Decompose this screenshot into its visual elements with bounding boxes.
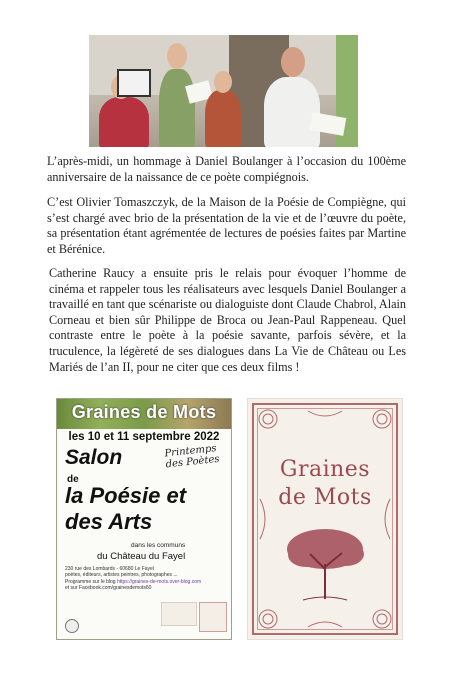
tree-illustration: [248, 399, 402, 639]
person-left: [99, 97, 149, 147]
paragraph-cinema: Catherine Raucy a ensuite pris le relais pour évoquer l’homme de cinéma et rappeler tous les réalisateurs avec lesquels Daniel Boulanger a travaillé en tant que scénariste ou dialoguiste dont Claude Chabrol, Alain Corneau et bien sûr Philippe de Broca ou Jean-Paul Rappeneau. Quel contraste entre le poète à la poésie savante, parfois sévère, et la truculence, la légèreté de ses dialogues dans La Vie de Château ou Les Mariés de l’an II, pour ne citer que ces deux films !: [49, 266, 406, 374]
paragraph-hommage: L’après-midi, un hommage à Daniel Boulanger à l’occasion du 100ème anniversaire de la naissance de ce poète compiégnois.: [47, 154, 406, 184]
poster-details: [65, 566, 223, 592]
person-woman-floral-head: [214, 71, 232, 93]
poster-chateau: du Château du Fayel: [97, 551, 186, 562]
card-title-line1: Graines: [279, 457, 371, 482]
poster-printemps-logo: Printemps des Poètes: [164, 443, 221, 471]
person-center: [159, 69, 195, 147]
poster-participants: poètes, éditeurs, artistes peintres, photographes ...: [65, 572, 178, 579]
poster-sponsor-logo: [65, 619, 79, 633]
person-woman-floral: [205, 90, 241, 147]
poster-facebook: et sur Facebook.com/grainesdemots60: [65, 585, 152, 592]
poster-programme: Programme sur le blog: [65, 578, 116, 585]
poster-communs: dans les communs: [131, 542, 186, 549]
poster-salon: Salon: [65, 446, 123, 469]
poster-poesie: la Poésie et: [65, 483, 187, 508]
paragraph-presentation: C’est Olivier Tomaszczyk, de la Maison de la Poésie de Compiègne, qui s’est chargé avec brio de la présentation de la vie et de l’œuvre du poète, sa présentation étant agrémentée de lectures de poésies faites par Martine et Bérénice.: [47, 195, 406, 256]
event-photo: [89, 35, 358, 147]
poster-de: de: [67, 474, 79, 485]
held-portrait: [117, 69, 151, 97]
person-right-head: [281, 47, 305, 77]
person-right: [264, 77, 320, 147]
poster-contact-box: [161, 602, 197, 626]
poster-blog-link: https://graines-de-mots.over-blog.com: [116, 578, 202, 585]
poster-banner-title: Graines de Mots: [71, 402, 217, 422]
person-center-head: [167, 43, 187, 69]
card-title-line2: de Mots: [278, 485, 372, 510]
poster-mini-logo: [199, 602, 227, 632]
salon-poster: [56, 398, 232, 640]
poster-arts: des Arts: [65, 509, 153, 534]
graines-de-mots-card: [247, 398, 403, 640]
poster-dates: les 10 et 11 septembre 2022: [68, 431, 220, 443]
poster-address: 230 rue des Lombards - 60680 Le Fayel: [65, 566, 154, 572]
